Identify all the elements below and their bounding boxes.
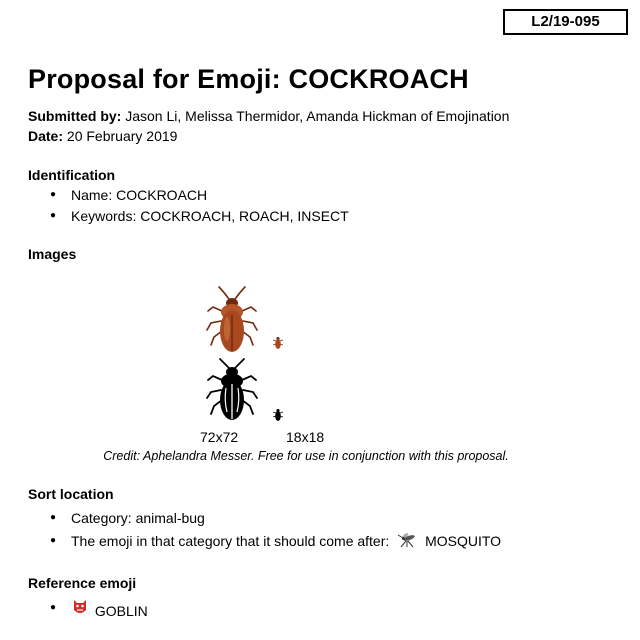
size-label-small: 18x18 xyxy=(286,429,325,445)
list-item: ● Keywords: COCKROACH, ROACH, INSECT xyxy=(50,206,349,227)
reference-emoji-name: GOBLIN xyxy=(94,603,148,619)
list-item: ● Category: animal-bug xyxy=(50,508,501,529)
sort-location-list xyxy=(50,508,501,552)
emoji-images xyxy=(0,280,640,430)
sort-after-emoji: MOSQUITO xyxy=(425,533,502,549)
page-title: Proposal for Emoji: COCKROACH xyxy=(28,64,469,94)
date-label: Date: xyxy=(28,128,64,144)
list-item xyxy=(50,531,501,552)
date-value: 20 February 2019 xyxy=(66,128,178,144)
cockroach-black-large-icon xyxy=(205,358,259,424)
identification-heading: Identification xyxy=(28,167,116,183)
reference-list xyxy=(50,598,148,619)
submitted-by-line xyxy=(28,108,509,124)
date-line xyxy=(28,128,177,144)
size-label-large: 72x72 xyxy=(200,429,239,445)
image-credit: Credit: Aphelandra Messer. Free for use in conjunction with this proposal. xyxy=(103,449,509,463)
cockroach-color-small-icon xyxy=(273,336,283,350)
submitted-by-label: Submitted by: xyxy=(28,108,122,124)
sort-after-label: The emoji in that category that it should come after: xyxy=(71,533,390,549)
images-heading: Images xyxy=(28,246,77,262)
list-item xyxy=(50,598,148,619)
list-item: ● Name: COCKROACH xyxy=(50,185,349,206)
cockroach-color-large-icon xyxy=(205,285,259,357)
identification-list xyxy=(50,185,349,227)
goblin-icon xyxy=(71,598,89,616)
mosquito-icon xyxy=(397,532,417,548)
document-number: L2/19-095 xyxy=(503,9,628,35)
cockroach-black-small-icon xyxy=(273,408,283,422)
reference-heading: Reference emoji xyxy=(28,575,137,591)
sort-location-heading: Sort location xyxy=(28,486,114,502)
submitted-by-value: Jason Li, Melissa Thermidor, Amanda Hickman of Emojination xyxy=(125,108,510,124)
